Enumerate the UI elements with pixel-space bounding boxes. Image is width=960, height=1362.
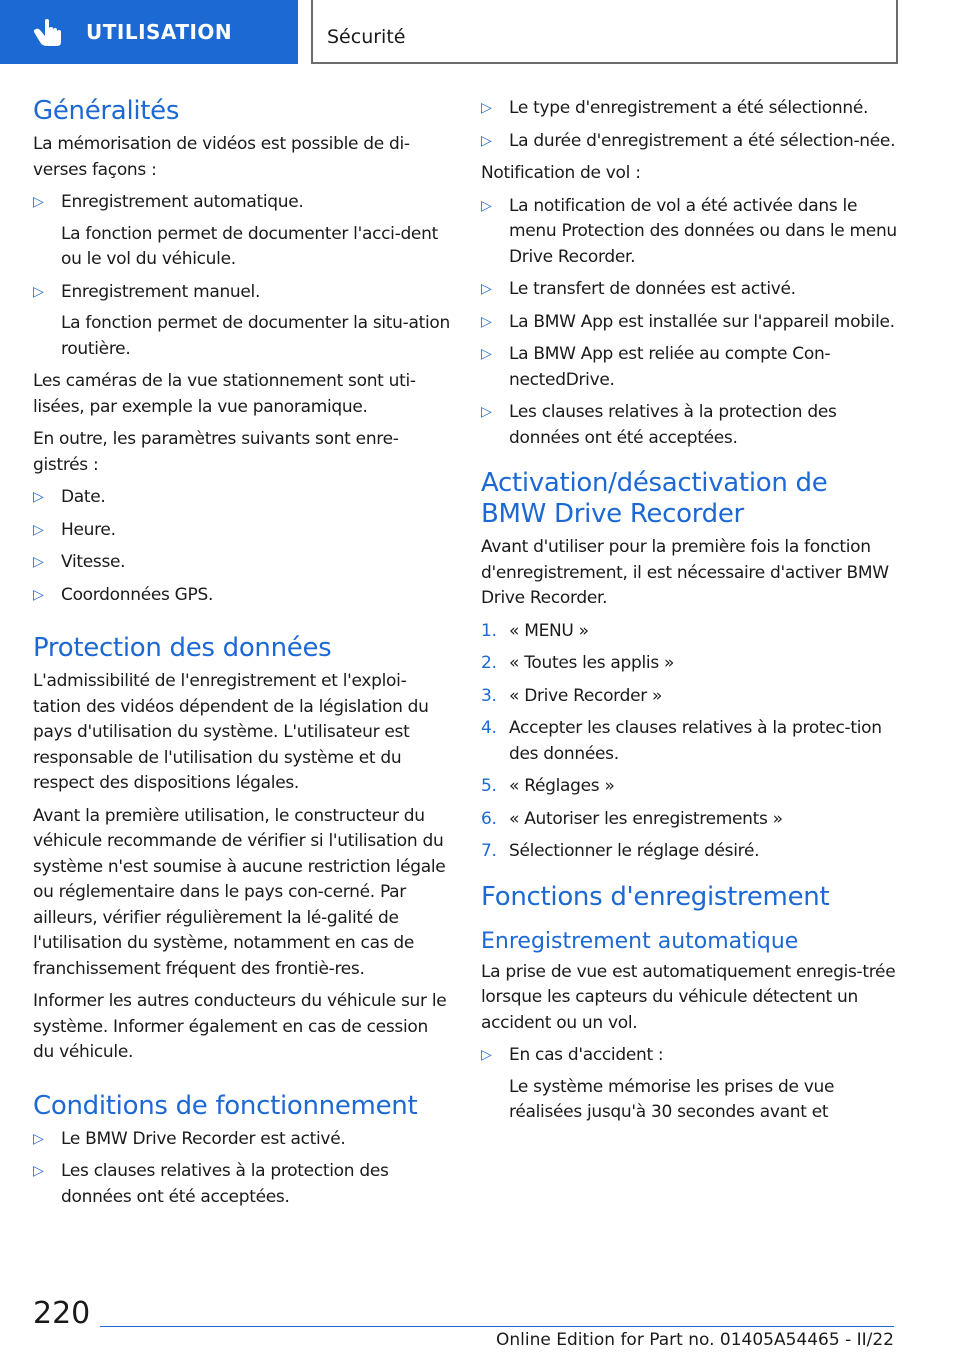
list-item: ▷ Les clauses relatives à la protection des données ont été acceptées. (33, 1161, 389, 1207)
item-detail: La fonction permet de documenter l'acci-dent ou le vol du véhicule. (61, 223, 438, 269)
triangle-bullet-icon: ▷ (33, 489, 44, 505)
heading-activation: Activation/désactivation de BMW Drive Recorder (481, 468, 828, 529)
params-list (33, 485, 451, 608)
subheading-auto: Enregistrement automatique (481, 928, 799, 954)
theft-label: Notification de vol : (481, 163, 641, 183)
paragraph: Informer les autres conducteurs du véhicule sur le système. Informer également en cas de cession du véhicule. (33, 991, 447, 1062)
triangle-bullet-icon: ▷ (481, 197, 492, 214)
right-column (481, 96, 901, 1133)
section-title: Sécurité (327, 26, 406, 48)
item-detail: Le système mémorise les prises de vue réalisées jusqu'à 30 secondes avant et (509, 1076, 835, 1122)
triangle-bullet-icon: ▷ (33, 521, 44, 538)
list-item: ▷ Enregistrement manuel. La fonction permet de documenter la situ-ation routière. (33, 280, 451, 363)
triangle-bullet-icon: ▷ (33, 1163, 44, 1179)
paragraph: Avant la première utilisation, le constructeur du véhicule recommande de vérifier si l'utilisation du système n'est soumise à aucune restriction légale ou réglementaire dans le pays con-cerné. Par ailleurs, vérifier régulièrement la lé-galité de l'utilisation du système, notamment en cas de franchissement fréquent des frontiè-res. (33, 805, 446, 979)
list-item: ▷ Heure. (33, 518, 451, 544)
auto-list (481, 1043, 901, 1126)
list-item: ▷ Les clauses relatives à la protection des données ont été acceptées. (481, 402, 837, 448)
triangle-bullet-icon: ▷ (481, 404, 492, 420)
list-item: ▷ Coordonnées GPS. (33, 583, 451, 609)
paragraph-cameras: Les caméras de la vue stationnement sont uti-lisées, par exemple la vue panoramique. (33, 371, 416, 417)
triangle-bullet-icon: ▷ (481, 1047, 492, 1063)
step-item: 1. « MENU » (481, 620, 589, 641)
activation-steps (481, 619, 901, 865)
triangle-bullet-icon: ▷ (33, 1130, 44, 1147)
step-item: 4. Accepter les clauses relatives à la protec-tion des données. (481, 718, 882, 764)
step-item: 7. Sélectionner le réglage désiré. (481, 841, 760, 861)
paragraph-auto-intro: La prise de vue est automatiquement enregis-trée lorsque les capteurs du véhicule détectent un accident ou un vol. (481, 961, 896, 1033)
footer-divider (100, 1326, 894, 1327)
conditions-list-cont (481, 96, 901, 154)
chapter-tab (0, 0, 298, 64)
list-item: ▷ La notification de vol a été activée dans le menu Protection des données ou dans le menu Drive Recorder. (481, 195, 897, 267)
list-item: ▷ En cas d'accident : Le système mémorise les prises de vue réalisées jusqu'à 30 secondes avant et (481, 1043, 901, 1126)
triangle-bullet-icon: ▷ (33, 283, 44, 300)
triangle-bullet-icon: ▷ (33, 586, 44, 603)
triangle-bullet-icon: ▷ (33, 194, 44, 210)
chapter-title: UTILISATION (86, 20, 233, 44)
step-item: 5. « Réglages » (481, 776, 615, 796)
paragraph-intro: La mémorisation de vidéos est possible de di-verses façons : (33, 134, 410, 180)
step-item: 3. « Drive Recorder » (481, 685, 663, 706)
list-item: ▷ Date. (33, 485, 451, 511)
list-item: ▷ Vitesse. (33, 550, 451, 576)
triangle-bullet-icon: ▷ (481, 281, 492, 297)
left-column (33, 96, 451, 1217)
step-item: 6. « Autoriser les enregistrements » (481, 808, 783, 829)
triangle-bullet-icon: ▷ (481, 313, 492, 330)
paragraph: L'admissibilité de l'enregistrement et l'exploi-tation des vidéos dépendent de la législation du pays d'utilisation du système. L'utilisateur est responsable de l'utilisation du système et du respect des dispositions légales. (33, 671, 429, 793)
paragraph-activation-intro: Avant d'utiliser pour la première fois la fonction d'enregistrement, il est nécessaire d'activer BMW Drive Recorder. (481, 537, 889, 608)
hand-pointer-icon (30, 18, 66, 48)
list-item: ▷ Le transfert de données est activé. (481, 277, 901, 303)
list-item: ▷ La durée d'enregistrement a été sélection-née. (481, 129, 901, 155)
paragraph-params-intro: En outre, les paramètres suivants sont enre-gistrés : (33, 429, 399, 475)
heading-protection: Protection des données (33, 633, 332, 663)
heading-generalites: Généralités (33, 96, 180, 126)
heading-fonctions: Fonctions d'enregistrement (481, 881, 830, 912)
edition-note: Online Edition for Part no. 01405A54465 - II/22 (495, 1330, 894, 1350)
list-item: ▷ La BMW App est reliée au compte Con-nectedDrive. (481, 344, 831, 390)
heading-conditions: Conditions de fonctionnement (33, 1090, 418, 1121)
list-item: ▷ La BMW App est installée sur l'appareil mobile. (481, 310, 901, 336)
theft-list (481, 194, 901, 452)
conditions-list (33, 1127, 451, 1211)
list-item: ▷ Le type d'enregistrement a été sélectionné. (481, 96, 901, 122)
triangle-bullet-icon: ▷ (481, 100, 492, 116)
triangle-bullet-icon: ▷ (481, 346, 492, 362)
item-detail: La fonction permet de documenter la situ-ation routière. (61, 313, 450, 359)
triangle-bullet-icon: ▷ (33, 554, 44, 570)
triangle-bullet-icon: ▷ (481, 132, 492, 149)
page-number: 220 (33, 1296, 91, 1331)
list-item: ▷ Enregistrement automatique. La fonction permet de documenter l'acci-dent ou le vol du véhicule. (33, 190, 451, 273)
section-header (311, 0, 898, 64)
step-item: 2. « Toutes les applis » (481, 653, 675, 673)
list-item: ▷ Le BMW Drive Recorder est activé. (33, 1127, 451, 1153)
modes-list (33, 190, 451, 362)
